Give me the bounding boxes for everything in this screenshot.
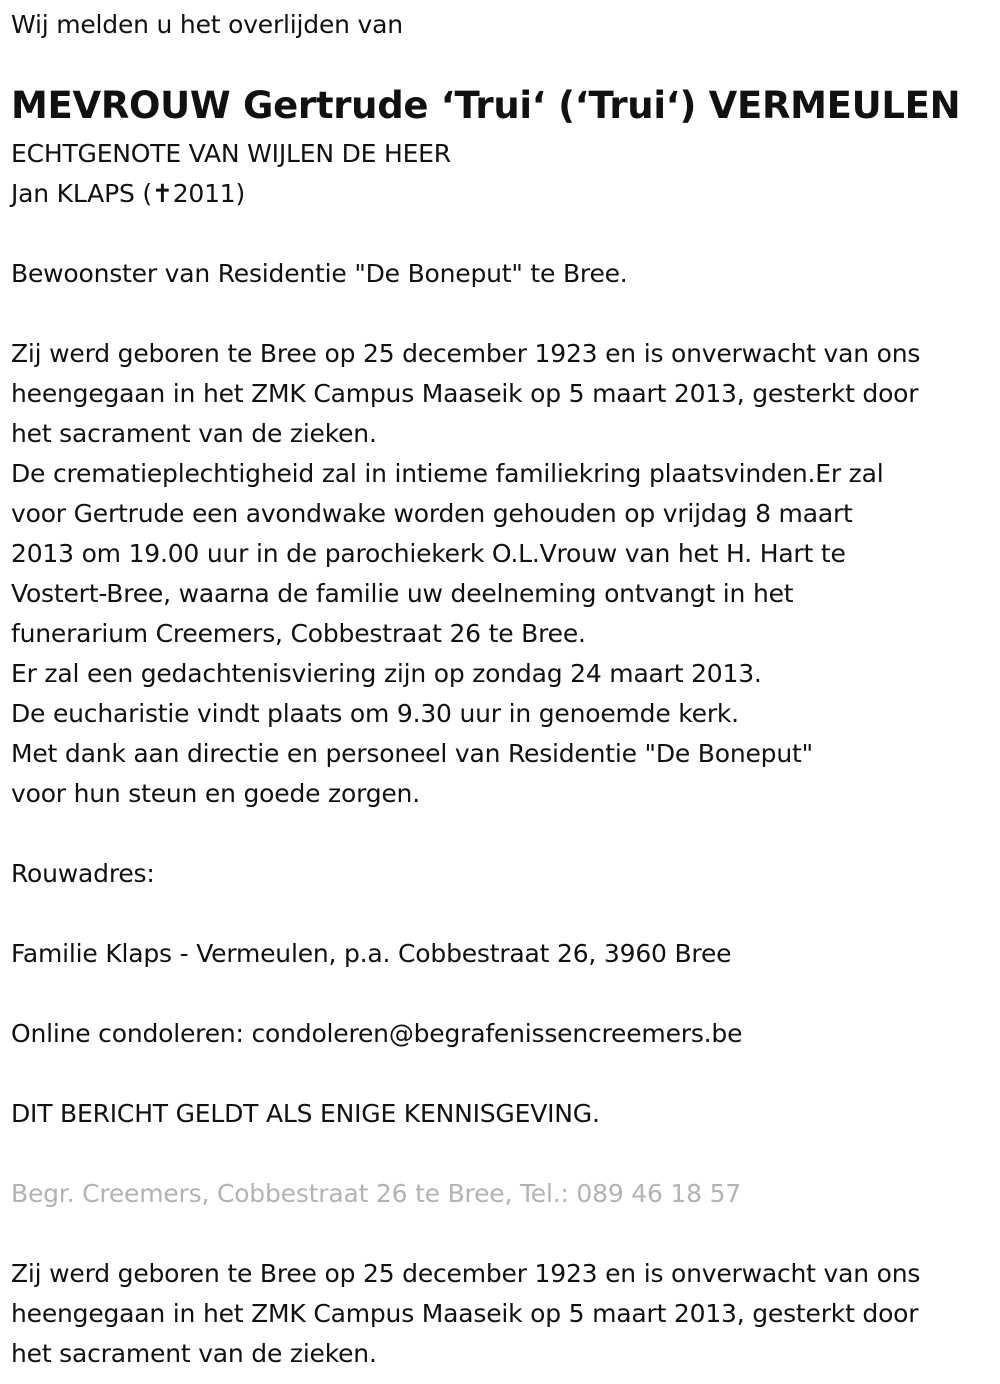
body-line: De eucharistie vindt plaats om 9.30 uur in genoemde kerk. — [11, 699, 739, 728]
body-line: voor Gertrude een avondwake worden gehouden op vrijdag 8 maart — [11, 499, 853, 528]
body-line: 2013 om 19.00 uur in de parochiekerk O.L.Vrouw van het H. Hart te — [11, 539, 846, 568]
body-line: het sacrament van de zieken. — [11, 419, 377, 448]
intro-text: Wij melden u het overlijden van — [11, 10, 403, 39]
repeat-line: het sacrament van de zieken. — [11, 1339, 377, 1368]
cross-icon: ✝ — [151, 179, 173, 208]
body-line: Er zal een gedachtenisviering zijn op zondag 24 maart 2013. — [11, 659, 762, 688]
body-line: funerarium Creemers, Cobbestraat 26 te Bree. — [11, 619, 586, 648]
spouse-heading: ECHTGENOTE VAN WIJLEN DE HEER — [11, 139, 451, 168]
body-line: De crematieplechtigheid zal in intieme familiekring plaatsvinden.Er zal — [11, 459, 884, 488]
body-line: heengegaan in het ZMK Campus Maaseik op 5 maart 2013, gesterkt door — [11, 379, 919, 408]
body-line: Vostert-Bree, waarna de familie uw deelneming ontvangt in het — [11, 579, 794, 608]
deceased-name-title: MEVROUW Gertrude ‘Trui‘ (‘Trui‘) VERMEULEN — [11, 84, 961, 127]
body-line: voor hun steun en goede zorgen. — [11, 779, 420, 808]
spouse-name — [11, 174, 245, 214]
mourning-address-label: Rouwadres: — [11, 859, 155, 888]
repeat-line: Zij werd geboren te Bree op 25 december 1923 en is onverwacht van ons — [11, 1259, 921, 1288]
repeat-line: heengegaan in het ZMK Campus Maaseik op 5 maart 2013, gesterkt door — [11, 1299, 919, 1328]
notice-text: DIT BERICHT GELDT ALS ENIGE KENNISGEVING. — [11, 1099, 600, 1128]
online-condolence: Online condoleren: condoleren@begrafenissencreemers.be — [11, 1019, 743, 1048]
funeral-home-info: Begr. Creemers, Cobbestraat 26 te Bree, Tel.: 089 46 18 57 — [11, 1179, 742, 1208]
spouse-name-prefix: Jan KLAPS ( — [11, 179, 152, 208]
residence-text: Bewoonster van Residentie "De Boneput" te Bree. — [11, 259, 628, 288]
body-line: Zij werd geboren te Bree op 25 december 1923 en is onverwacht van ons — [11, 339, 921, 368]
mourning-address: Familie Klaps - Vermeulen, p.a. Cobbestraat 26, 3960 Bree — [11, 939, 732, 968]
spouse-death-year: 2011) — [172, 179, 246, 208]
body-line: Met dank aan directie en personeel van Residentie "De Boneput" — [11, 739, 813, 768]
